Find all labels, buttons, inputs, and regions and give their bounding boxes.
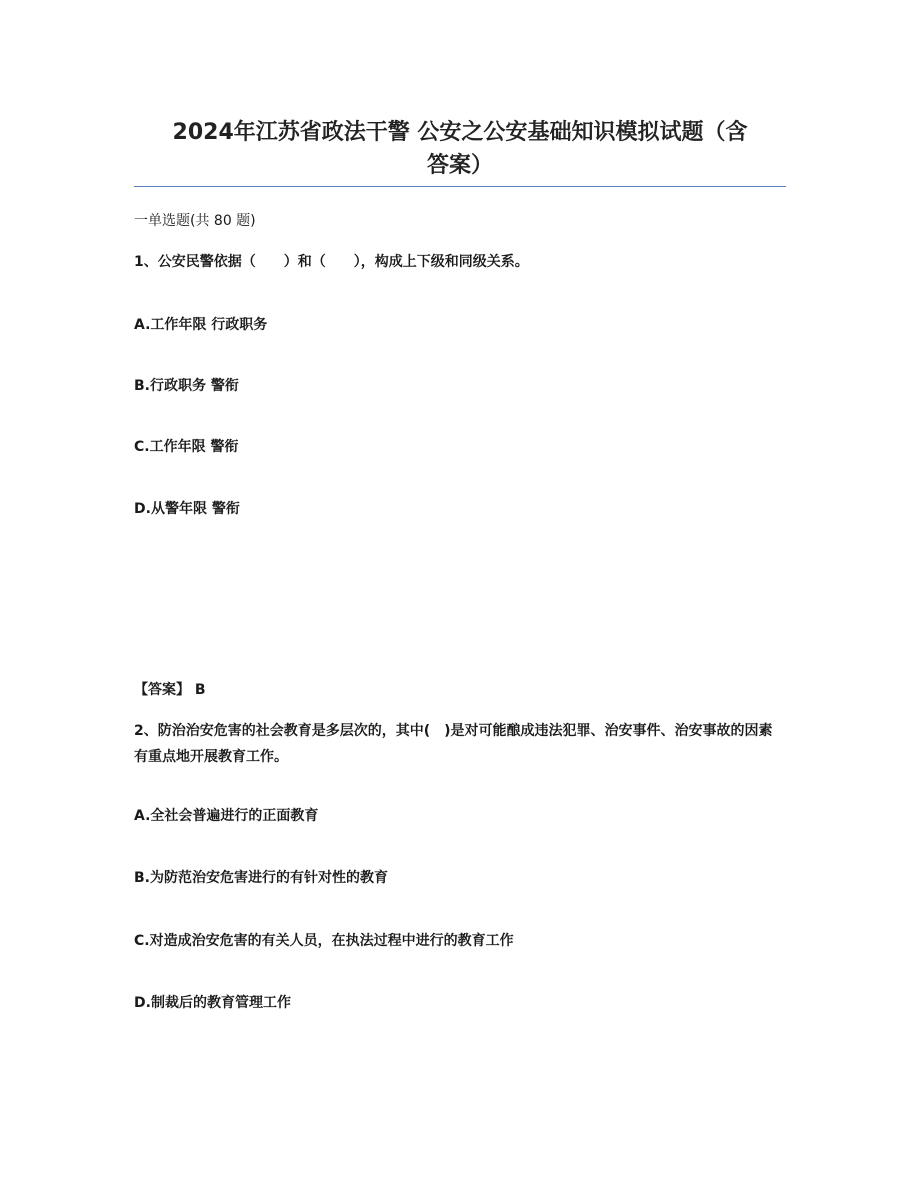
question-2-option-d: D.制裁后的教育管理工作 xyxy=(134,995,291,1011)
title-line-1: 2024年江苏省政法干警 公安之公安基础知识模拟试题（含 xyxy=(172,120,748,145)
question-2-option-a: A.全社会普遍进行的正面教育 xyxy=(134,808,319,824)
question-2-stem: 2、防治治安危害的社会教育是多层次的，其中( )是对可能酿成违法犯罪、治安事件、治安事故的因素有重点地开展教育工作。 xyxy=(134,723,773,765)
document-title xyxy=(134,116,786,182)
question-1-option-d: D.从警年限 警衔 xyxy=(134,501,240,517)
question-2-option-b: B.为防范治安危害进行的有针对性的教育 xyxy=(134,870,388,886)
title-line-2: 答案） xyxy=(426,153,493,178)
section-heading: 一单选题(共 80 题) xyxy=(134,213,256,229)
question-2-option-c: C.对造成治安危害的有关人员，在执法过程中进行的教育工作 xyxy=(134,933,514,949)
question-1-stem: 1、公安民警依据（ ）和（ ），构成上下级和同级关系。 xyxy=(134,254,529,270)
question-1-answer: 【答案】 B xyxy=(134,682,206,698)
question-1-option-b: B.行政职务 警衔 xyxy=(134,378,239,394)
title-divider xyxy=(134,186,786,187)
question-1-option-a: A.工作年限 行政职务 xyxy=(134,317,268,333)
question-1-option-c: C.工作年限 警衔 xyxy=(134,439,239,455)
